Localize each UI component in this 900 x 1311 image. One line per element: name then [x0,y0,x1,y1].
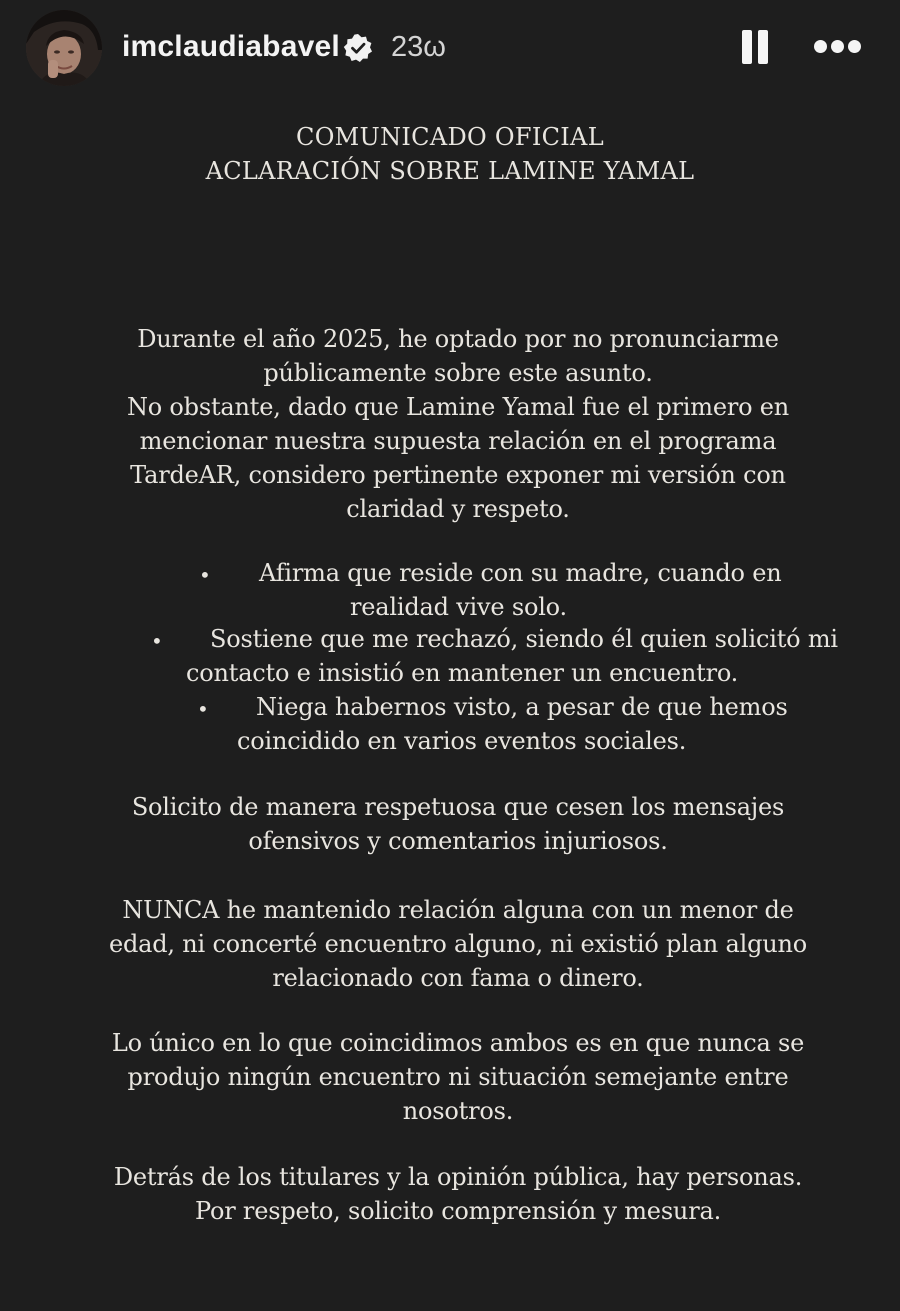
story-header [0,0,900,100]
bullet-icon: • [199,563,211,587]
avatar[interactable] [26,10,102,86]
bullet-item: coincidido en varios eventos sociales. [237,727,687,755]
bullet-item: Niega habernos visto, a pesar de que hemos [256,693,788,721]
pause-button[interactable] [738,28,772,68]
paragraph-line: claridad y respeto. [346,495,570,523]
avatar-photo [26,10,102,86]
paragraph-line: ofensivos y comentarios injuriosos. [248,827,668,855]
paragraph-line: produjo ningún encuentro ni situación semejante entre [127,1063,789,1091]
verified-badge-icon [343,33,373,63]
more-options-icon [814,40,827,53]
paragraph-line: mencionar nuestra supuesta relación en el programa [139,427,777,455]
username[interactable]: imclaudiabavel [122,30,340,63]
pause-icon [742,30,752,64]
paragraph-line: TardeAR, considero pertinente exponer mi versión con [130,461,786,489]
paragraph-line: públicamente sobre este asunto. [263,359,653,387]
paragraph-line: Solicito de manera respetuosa que cesen los mensajes [131,793,785,821]
paragraph-line: Por respeto, solicito comprensión y mesura. [195,1197,721,1225]
paragraph-line: Detrás de los titulares y la opinión pública, hay personas. [113,1163,803,1191]
bullet-item: realidad vive solo. [350,593,567,621]
bullet-item: Afirma que reside con su madre, cuando en [259,559,782,587]
paragraph-line: Lo único en lo que coincidimos ambos es en que nunca se [111,1029,805,1057]
more-options-icon [831,40,844,53]
paragraph-line: NUNCA he mantenido relación alguna con un menor de [122,896,794,924]
story-time: 23ω [391,31,446,63]
bullet-icon: • [151,629,163,653]
paragraph-line: Durante el año 2025, he optado por no pronunciarme [137,325,779,353]
bullet-item: Sostiene que me rechazó, siendo él quien solicitó mi [210,625,838,653]
bullet-item: contacto e insistió en mantener un encuentro. [186,659,739,687]
statement-subtitle: ACLARACIÓN SOBRE LAMINE YAMAL [205,157,695,185]
paragraph-line: edad, ni concerté encuentro alguno, ni existió plan alguno [108,930,808,958]
paragraph-line: nosotros. [402,1097,514,1125]
paragraph-line: No obstante, dado que Lamine Yamal fue el primero en [126,393,790,421]
more-options-icon [848,40,861,53]
paragraph-line: relacionado con fama o dinero. [272,964,644,992]
pause-icon [758,30,768,64]
statement-title: COMUNICADO OFICIAL [296,123,604,151]
bullet-icon: • [197,697,209,721]
more-options-button[interactable] [810,34,866,58]
